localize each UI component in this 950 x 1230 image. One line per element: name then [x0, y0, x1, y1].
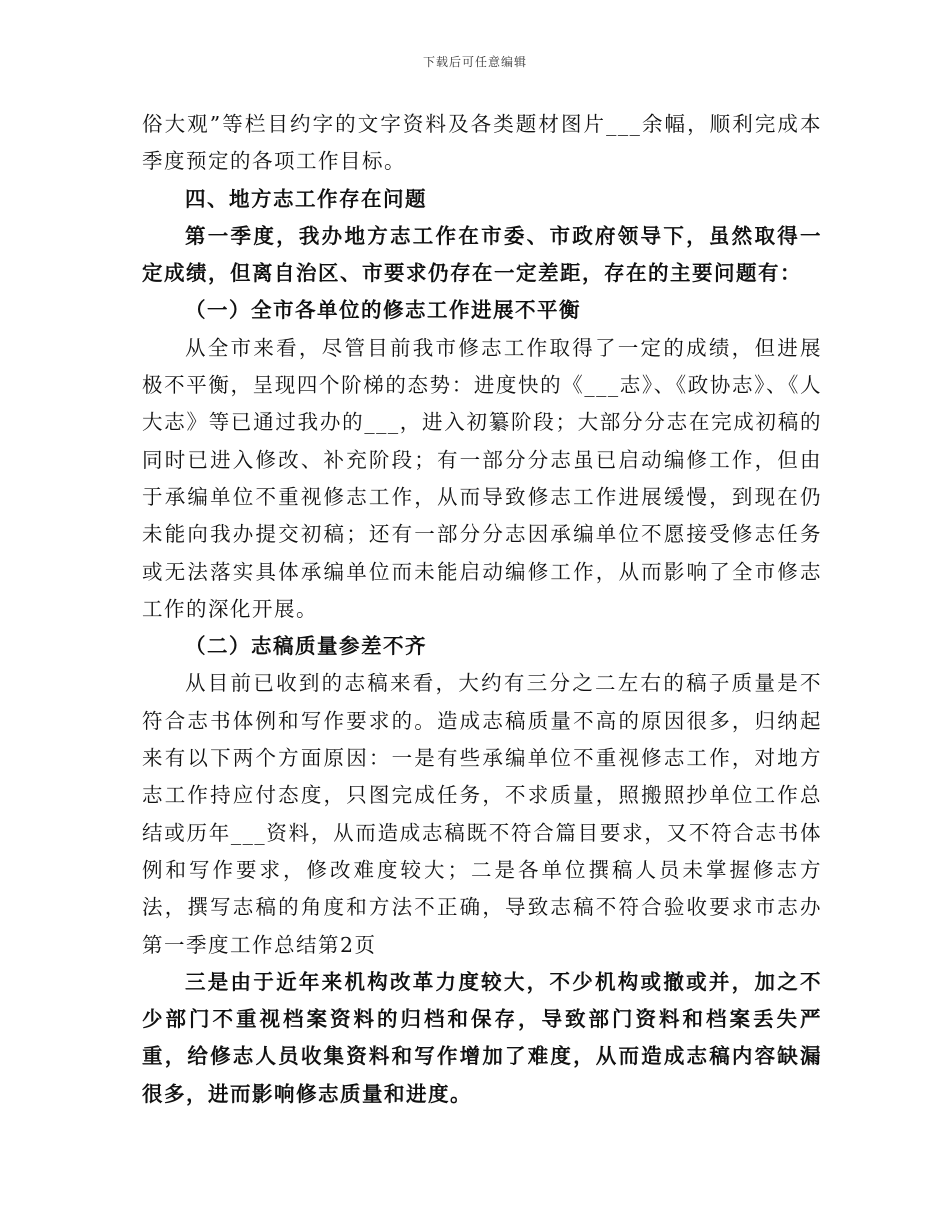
paragraph-continuation: 俗大观”等栏目约字的文字资料及各类题材图片___余幅，顺利完成本季度预定的各项工作目标。 [142, 112, 822, 174]
document-body [142, 106, 822, 1113]
page-header: 下载后可任意编辑 [422, 55, 527, 69]
paragraph-summary: 第一季度，我办地方志工作在市委、市政府领导下，虽然取得一定成绩，但离自治区、市要求仍存在一定差距，存在的主要问题有： [142, 223, 822, 286]
subsection-heading-1: （一）全市各单位的修志工作进展不平衡 [185, 298, 581, 323]
paragraph-quality: 从目前已收到的志稿来看，大约有三分之二左右的稿子质量是不符合志书体例和写作要求的。造成志稿质量不高的原因很多，归纳起来有以下两个方面原因：一是有些承编单位不重视修志工作，对地方志工作持应付态度，只图完成任务，不求质量，照搬照抄单位工作总结或历年___资料，从而造成志稿既不符合篇目要求，又不符合志书体例和写作要求，修改难度较大；二是各单位撰稿人员未掌握修志方法，撰写志稿的角度和方法不正确，导致志稿不符合验收要求市志办第一季度工作总结第2页 [142, 671, 822, 957]
subsection-heading-2: （二）志稿质量参差不齐 [185, 634, 427, 659]
paragraph-reason-three: 三是由于近年来机构改革力度较大，不少机构或撤或并，加之不少部门不重视档案资料的归档和保存，导致部门资料和档案丢失严重，给修志人员收集资料和写作增加了难度，从而造成志稿内容缺漏很多，进而影响修志质量和进度。 [142, 969, 822, 1106]
section-heading-4: 四、地方志工作存在问题 [185, 186, 427, 211]
paragraph-progress: 从全市来看，尽管目前我市修志工作取得了一定的成绩，但进展极不平衡，呈现四个阶梯的态势：进度快的《___志》、《政协志》、《人大志》等已通过我办的___，进入初纂阶段；大部分分志在完成初稿的同时已进入修改、补充阶段；有一部分分志虽已启动编修工作，但由于承编单位不重视修志工作，从而导致修志工作进展缓慢，到现在仍未能向我办提交初稿；还有一部分分志因承编单位不愿接受修志任务或无法落实具体承编单位而未能启动编修工作，从而影响了全市修志工作的深化开展。 [142, 335, 822, 621]
